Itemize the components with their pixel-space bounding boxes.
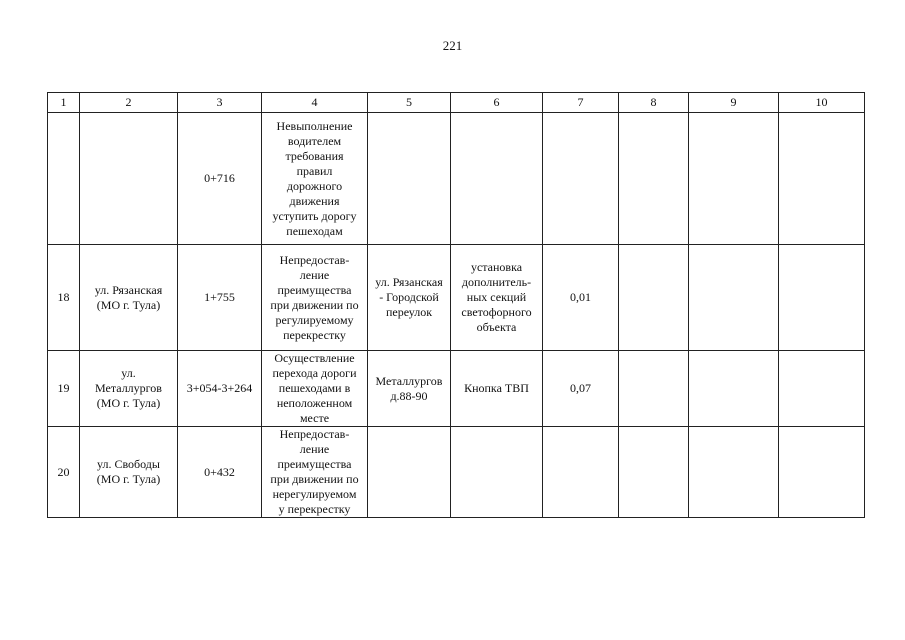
empty-cell — [619, 351, 689, 427]
header-row — [48, 93, 865, 113]
km-cell: 0+432 — [178, 427, 262, 518]
empty-cell — [689, 427, 779, 518]
column-header: 8 — [619, 93, 689, 113]
empty-cell — [779, 351, 865, 427]
column-header: 10 — [779, 93, 865, 113]
street-cell — [80, 113, 178, 245]
data-table — [47, 92, 865, 518]
location-cell: ул. Рязанская - Городской переулок — [368, 245, 451, 351]
table-row — [48, 427, 865, 518]
value-cell: 0,07 — [543, 351, 619, 427]
column-header: 7 — [543, 93, 619, 113]
value-cell — [543, 427, 619, 518]
value-cell: 0,01 — [543, 245, 619, 351]
violation-cell: Осуществление перехода дороги пешеходами в неположенном месте — [262, 351, 368, 427]
empty-cell — [779, 427, 865, 518]
km-cell: 3+054-3+264 — [178, 351, 262, 427]
table-row — [48, 113, 865, 245]
empty-cell — [619, 427, 689, 518]
empty-cell — [779, 113, 865, 245]
row-number-cell — [48, 113, 80, 245]
empty-cell — [619, 245, 689, 351]
km-cell: 1+755 — [178, 245, 262, 351]
measure-cell: установка дополнитель- ных секций светофорного объекта — [451, 245, 543, 351]
column-header: 5 — [368, 93, 451, 113]
street-cell: ул. Свободы (МО г. Тула) — [80, 427, 178, 518]
column-header: 6 — [451, 93, 543, 113]
row-number-cell: 18 — [48, 245, 80, 351]
measure-cell — [451, 113, 543, 245]
table-row — [48, 245, 865, 351]
column-header: 9 — [689, 93, 779, 113]
street-cell: ул. Металлургов (МО г. Тула) — [80, 351, 178, 427]
empty-cell — [619, 113, 689, 245]
column-header: 1 — [48, 93, 80, 113]
km-cell: 0+716 — [178, 113, 262, 245]
row-number-cell: 20 — [48, 427, 80, 518]
location-cell: Металлургов д.88-90 — [368, 351, 451, 427]
measure-cell — [451, 427, 543, 518]
violation-cell: Непредостав- ление преимущества при движении по регулируемому перекрестку — [262, 245, 368, 351]
empty-cell — [689, 351, 779, 427]
measure-cell: Кнопка ТВП — [451, 351, 543, 427]
empty-cell — [779, 245, 865, 351]
empty-cell — [689, 245, 779, 351]
location-cell — [368, 113, 451, 245]
value-cell — [543, 113, 619, 245]
column-header: 4 — [262, 93, 368, 113]
violation-cell: Невыполнение водителем требования правил дорожного движения уступить дорогу пешеходам — [262, 113, 368, 245]
location-cell — [368, 427, 451, 518]
page-number: 221 — [442, 38, 463, 53]
row-number-cell: 19 — [48, 351, 80, 427]
column-header: 3 — [178, 93, 262, 113]
violation-cell: Непредостав- ление преимущества при движении по нерегулируемом у перекрестку — [262, 427, 368, 518]
street-cell: ул. Рязанская (МО г. Тула) — [80, 245, 178, 351]
empty-cell — [689, 113, 779, 245]
column-header: 2 — [80, 93, 178, 113]
table-row — [48, 351, 865, 427]
